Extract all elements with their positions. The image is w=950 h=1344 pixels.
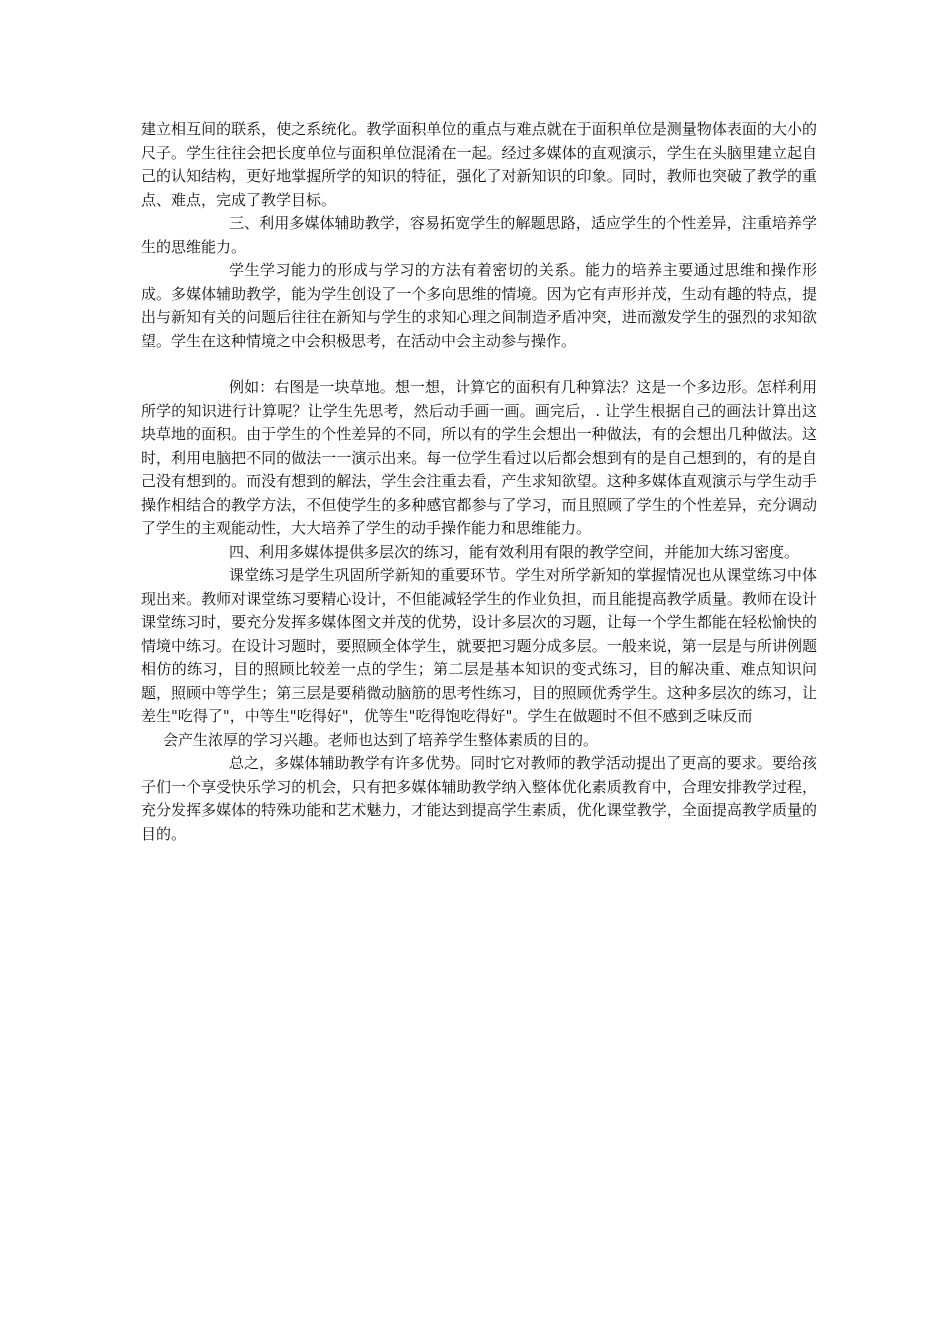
paragraph-3: 课堂练习是学生巩固所学新知的重要环节。学生对所学新知的掌握情况也从课堂练习中体现出来。教师对课堂练习要精心设计，不但能减轻学生的作业负担，而且能提高教学质量。教师在设计课堂练习时，要充分发挥多媒体图文并茂的优势，设计多层次的习题，让每一个学生都能在轻松愉快的情境中练习。在设计习题时，要照顾全体学生，就要把习题分成多层。一般来说，第一层是与所讲例题相仿的练习，目的照顾比较差一点的学生；第二层是基本知识的变式练习，目的解决重、难点知识问题，照顾中等学生；第三层是要稍微动脑筋的思考性练习，目的照顾优秀学生。这种多层次的练习，让差生"吃得了"，中等生"吃得好"，优等生"吃得饱吃得好"。学生在做题时不但不感到乏味反而 [141, 566, 817, 725]
section-heading-3: 三、利用多媒体辅助教学，容易拓宽学生的解题思路，适应学生的个性差异，注重培养学生的思维能力。 [141, 214, 817, 256]
paragraph-continuation: 会产生浓厚的学习兴趣。老师也达到了培养学生整体素质的目的。 [163, 730, 599, 749]
conclusion-paragraph: 总之，多媒体辅助教学有许多优势。同时它对教师的教学活动提出了更高的要求。要给孩子们一个享受快乐学习的机会，只有把多媒体辅助教学纳入整体优化素质教育中，合理安排教学过程，充分发挥多媒体的特殊功能和艺术魅力，才能达到提高学生素质，优化课堂教学，全面提高教学质量的目的。 [141, 754, 817, 843]
section-heading-4: 四、利用多媒体提供多层次的练习，能有效利用有限的教学空间，并能加大练习密度。 [229, 542, 800, 561]
document-body [141, 118, 817, 846]
paragraph-1: 建立相互间的联系，使之系统化。教学面积单位的重点与难点就在于面积单位是测量物体表面的大小的尺子。学生往往会把长度单位与面积单位混淆在一起。经过多媒体的直观演示，学生在头脑里建立起自己的认知结构，更好地掌握所学的知识的特征，强化了对新知识的印象。同时，教师也突破了教学的重点、难点，完成了教学目标。 [141, 120, 817, 209]
example-paragraph: 例如：右图是一块草地。想一想，计算它的面积有几种算法？这是一个多边形。怎样利用所学的知识进行计算呢？让学生先思考，然后动手画一画。画完后，. 让学生根据自己的画法计算出这块草地的面积。由于学生的个性差异的不同，所以有的学生会想出一种做法，有的会想出几种做法。这时，利用电脑把不同的做法一一演示出来。每一位学生看过以后都会想到有的是自己想到的，有的是自己没有想到的。而没有想到的解法，学生会注重去看，产生求知欲望。这种多媒体直观演示与学生动手操作相结合的教学方法，不但使学生的多种感官都参与了学习，而且照顾了学生的个性差异，充分调动了学生的主观能动性，大大培养了学生的动手操作能力和思维能力。 [141, 378, 817, 537]
paragraph-2: 学生学习能力的形成与学习的方法有着密切的关系。能力的培养主要通过思维和操作形成。多媒体辅助教学，能为学生创设了一个多向思维的情境。因为它有声形并茂，生动有趣的特点，提出与新知有关的问题后往往在新知与学生的求知心理之间制造矛盾冲突，进而激发学生的强烈的求知欲望。学生在这种情境之中会积极思考，在活动中会主动参与操作。 [141, 261, 817, 350]
